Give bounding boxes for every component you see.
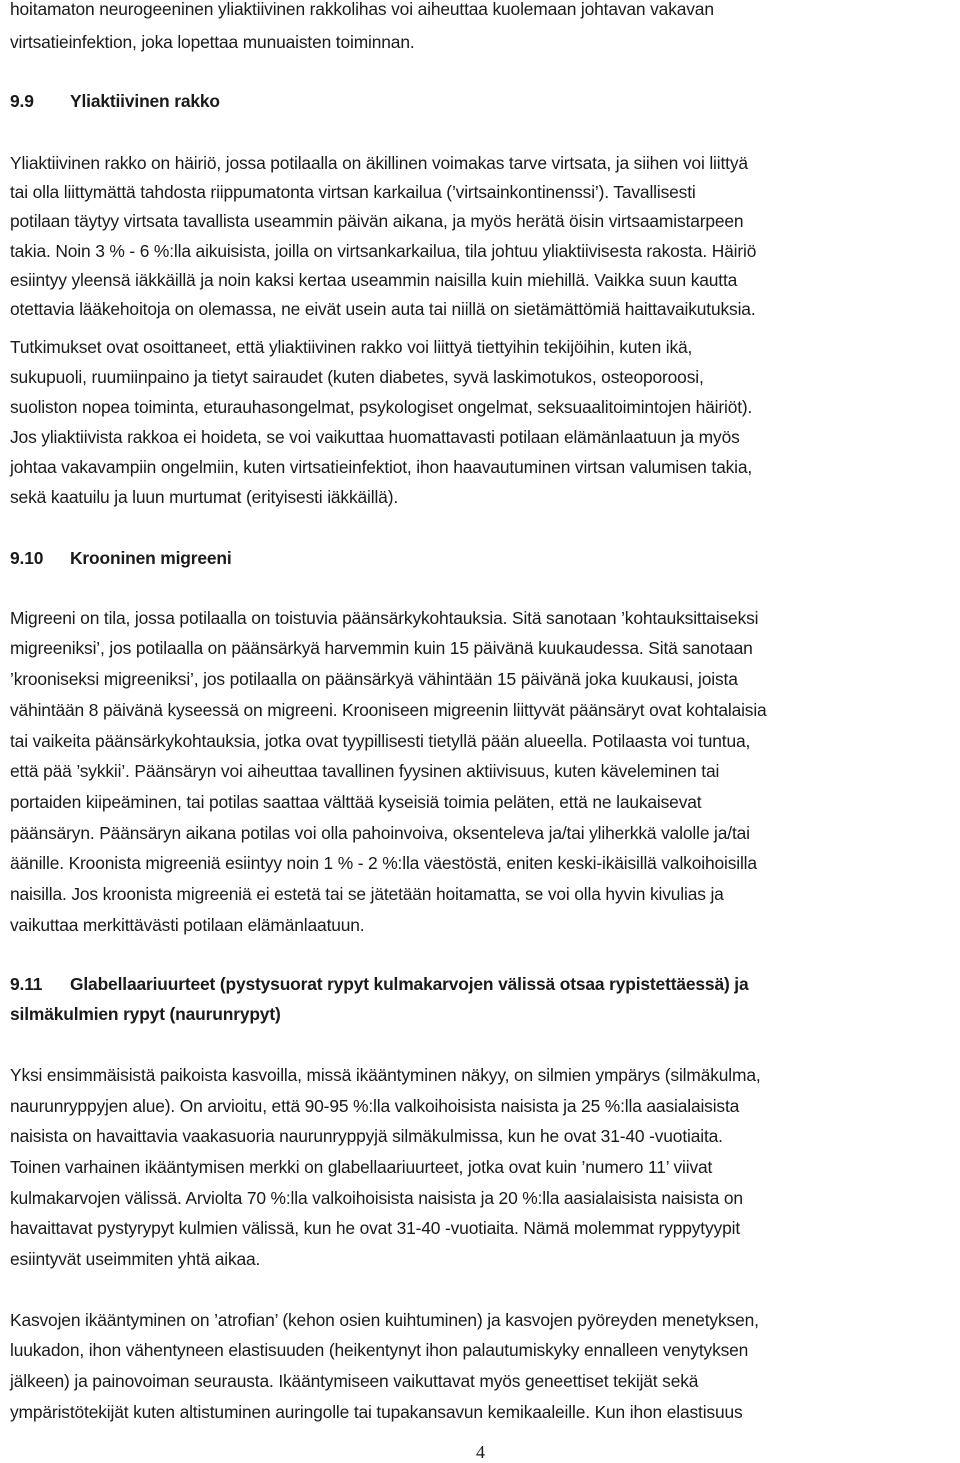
paragraph-line: esiintyy yleensä iäkkäillä ja noin kaksi kertaa useammin naisilla kuin miehillä. Vaikka suun kautta <box>10 270 738 290</box>
paragraph-line: Yliaktiivinen rakko on häiriö, jossa potilaalla on äkillinen voimakas tarve virtsata, ja siihen voi liittyä <box>10 153 748 173</box>
paragraph-line: takia. Noin 3 % - 6 %:lla aikuisista, joilla on virtsankarkailua, tila johtuu yliaktiivisesta rakosta. Häiriö <box>10 241 757 261</box>
paragraph-line: sekä kaatuilu ja luun murtumat (erityisesti iäkkäillä). <box>10 487 399 507</box>
paragraph-line: otettavia lääkehoitoja on olemassa, ne eivät usein auta tai niillä on sietämättömiä haittavaikutuksia. <box>10 299 756 319</box>
section-title: Yliaktiivinen rakko <box>70 91 220 111</box>
page-number: 4 <box>476 1442 485 1462</box>
paragraph-line: ’krooniseksi migreeniksi’, jos potilaalla on päänsärkyä vähintään 15 päivänä joka kuukausi, joista <box>10 669 738 689</box>
section-heading-9-9 <box>10 90 220 112</box>
paragraph-line: Kasvojen ikääntyminen on ’atrofian’ (kehon osien kuihtuminen) ja kasvojen pyöreyden menetyksen, <box>10 1310 759 1330</box>
section-number: 9.10 <box>10 548 44 568</box>
section-heading-9-11 <box>10 973 749 995</box>
paragraph-line: vaikuttaa merkittävästi potilaan elämänlaatuun. <box>10 915 365 935</box>
paragraph-line: tai olla liittymättä tahdosta riippumatonta virtsan karkailua (’virtsainkontinenssi’). Tavallisesti <box>10 182 696 202</box>
paragraph-line: havaittavat pystyrypyt kulmien välissä, kun he ovat 31-40 -vuotiaita. Nämä molemmat ryppytyypit <box>10 1218 740 1238</box>
paragraph-line: tai vaikeita päänsärkykohtauksia, jotka ovat tyypillisesti tietyllä pään alueella. Potilaasta voi tuntua, <box>10 731 751 751</box>
paragraph-line: luukadon, ihon vähentyneen elastisuuden (heikentynyt ihon palautumiskyky ennalleen venytyksen <box>10 1340 749 1360</box>
intro-line: virtsatieinfektion, joka lopettaa munuaisten toiminnan. <box>10 32 415 52</box>
paragraph-line: päänsäryn. Päänsäryn aikana potilas voi olla pahoinvoiva, oksenteleva ja/tai yliherkkä valolle ja/tai <box>10 823 750 843</box>
section-number: 9.9 <box>10 91 34 111</box>
paragraph-line: portaiden kiipeäminen, tai potilas saattaa välttää kyseisiä toimia peläten, että ne laukaisevat <box>10 792 702 812</box>
paragraph-line: potilaan täytyy virtsata tavallista useammin päivän aikana, ja myös herätä öisin virtsaamistarpeen <box>10 211 744 231</box>
section-title-continuation: silmäkulmien rypyt (naurunrypyt) <box>10 1004 281 1024</box>
paragraph-line: kulmakarvojen välissä. Arviolta 70 %:lla valkoihoisista naisista ja 20 %:lla aasialaisista naisista on <box>10 1188 743 1208</box>
section-title: Krooninen migreeni <box>70 548 232 568</box>
paragraph-line: Yksi ensimmäisistä paikoista kasvoilla, missä ikääntyminen näkyy, on silmien ympärys (silmäkulma, <box>10 1065 761 1085</box>
paragraph-line: Toinen varhainen ikääntymisen merkki on glabellaariuurteet, jotka ovat kuin ’numero 11’ viivat <box>10 1157 713 1177</box>
section-number: 9.11 <box>10 974 43 994</box>
paragraph-line: naisista on havaittavia vaakasuoria naurunryppyjä silmäkulmissa, kun he ovat 31-40 -vuotiaita. <box>10 1126 723 1146</box>
paragraph-line: suoliston nopea toiminta, eturauhasongelmat, psykologiset ongelmat, seksuaalitoimintojen häiriöt). <box>10 397 753 417</box>
paragraph-line: Tutkimukset ovat osoittaneet, että yliaktiivinen rakko voi liittyä tiettyihin tekijöihin, kuten ikä, <box>10 337 693 357</box>
paragraph-line: Jos yliaktiivista rakkoa ei hoideta, se voi vaikuttaa huomattavasti potilaan elämänlaatuun ja myös <box>10 427 740 447</box>
paragraph-line: migreeniksi’, jos potilaalla on päänsärkyä harvemmin kuin 15 päivänä kuukaudessa. Sitä sanotaan <box>10 638 753 658</box>
intro-line: hoitamaton neurogeeninen yliaktiivinen rakkolihas voi aiheuttaa kuolemaan johtavan vakavan <box>10 0 714 19</box>
paragraph-line: että pää ’sykkii’. Päänsäryn voi aiheuttaa tavallinen fyysinen aktiivisuus, kuten käveleminen tai <box>10 761 720 781</box>
paragraph-line: naisilla. Jos kroonista migreeniä ei estetä tai se jätetään hoitamatta, se voi olla hyvin kivulias ja <box>10 884 724 904</box>
paragraph-line: ympäristötekijät kuten altistuminen auringolle tai tupakansavun kemikaaleille. Kun ihon elastisuus <box>10 1402 743 1422</box>
section-heading-9-10 <box>10 547 232 569</box>
paragraph-line: vähintään 8 päivänä kyseessä on migreeni. Krooniseen migreenin liittyvät päänsäryt ovat kohtalaisia <box>10 700 767 720</box>
paragraph-line: esiintyvät useimmiten yhtä aikaa. <box>10 1249 261 1269</box>
paragraph-line: naurunryppyjen alue). On arvioitu, että 90-95 %:lla valkoihoisista naisista ja 25 %:lla aasialaisista <box>10 1096 740 1116</box>
paragraph-line: sukupuoli, ruumiinpaino ja tietyt sairaudet (kuten diabetes, syvä laskimotukos, osteoporoosi, <box>10 367 704 387</box>
paragraph-line: Migreeni on tila, jossa potilaalla on toistuvia päänsärkykohtauksia. Sitä sanotaan ’kohtauksittaiseksi <box>10 608 759 628</box>
paragraph-line: johtaa vakavampiin ongelmiin, kuten virtsatieinfektiot, ihon haavautuminen virtsan valumisen takia, <box>10 457 753 477</box>
section-title: Glabellaariuurteet (pystysuorat rypyt kulmakarvojen välissä otsaa rypistettäessä) ja <box>70 974 749 994</box>
paragraph-line: äänille. Kroonista migreeniä esiintyy noin 1 % - 2 %:lla väestöstä, eniten keski-ikäisillä valkoihoisilla <box>10 853 757 873</box>
paragraph-line: jälkeen) ja painovoiman seurausta. Ikääntymiseen vaikuttavat myös geneettiset tekijät sekä <box>10 1371 699 1391</box>
